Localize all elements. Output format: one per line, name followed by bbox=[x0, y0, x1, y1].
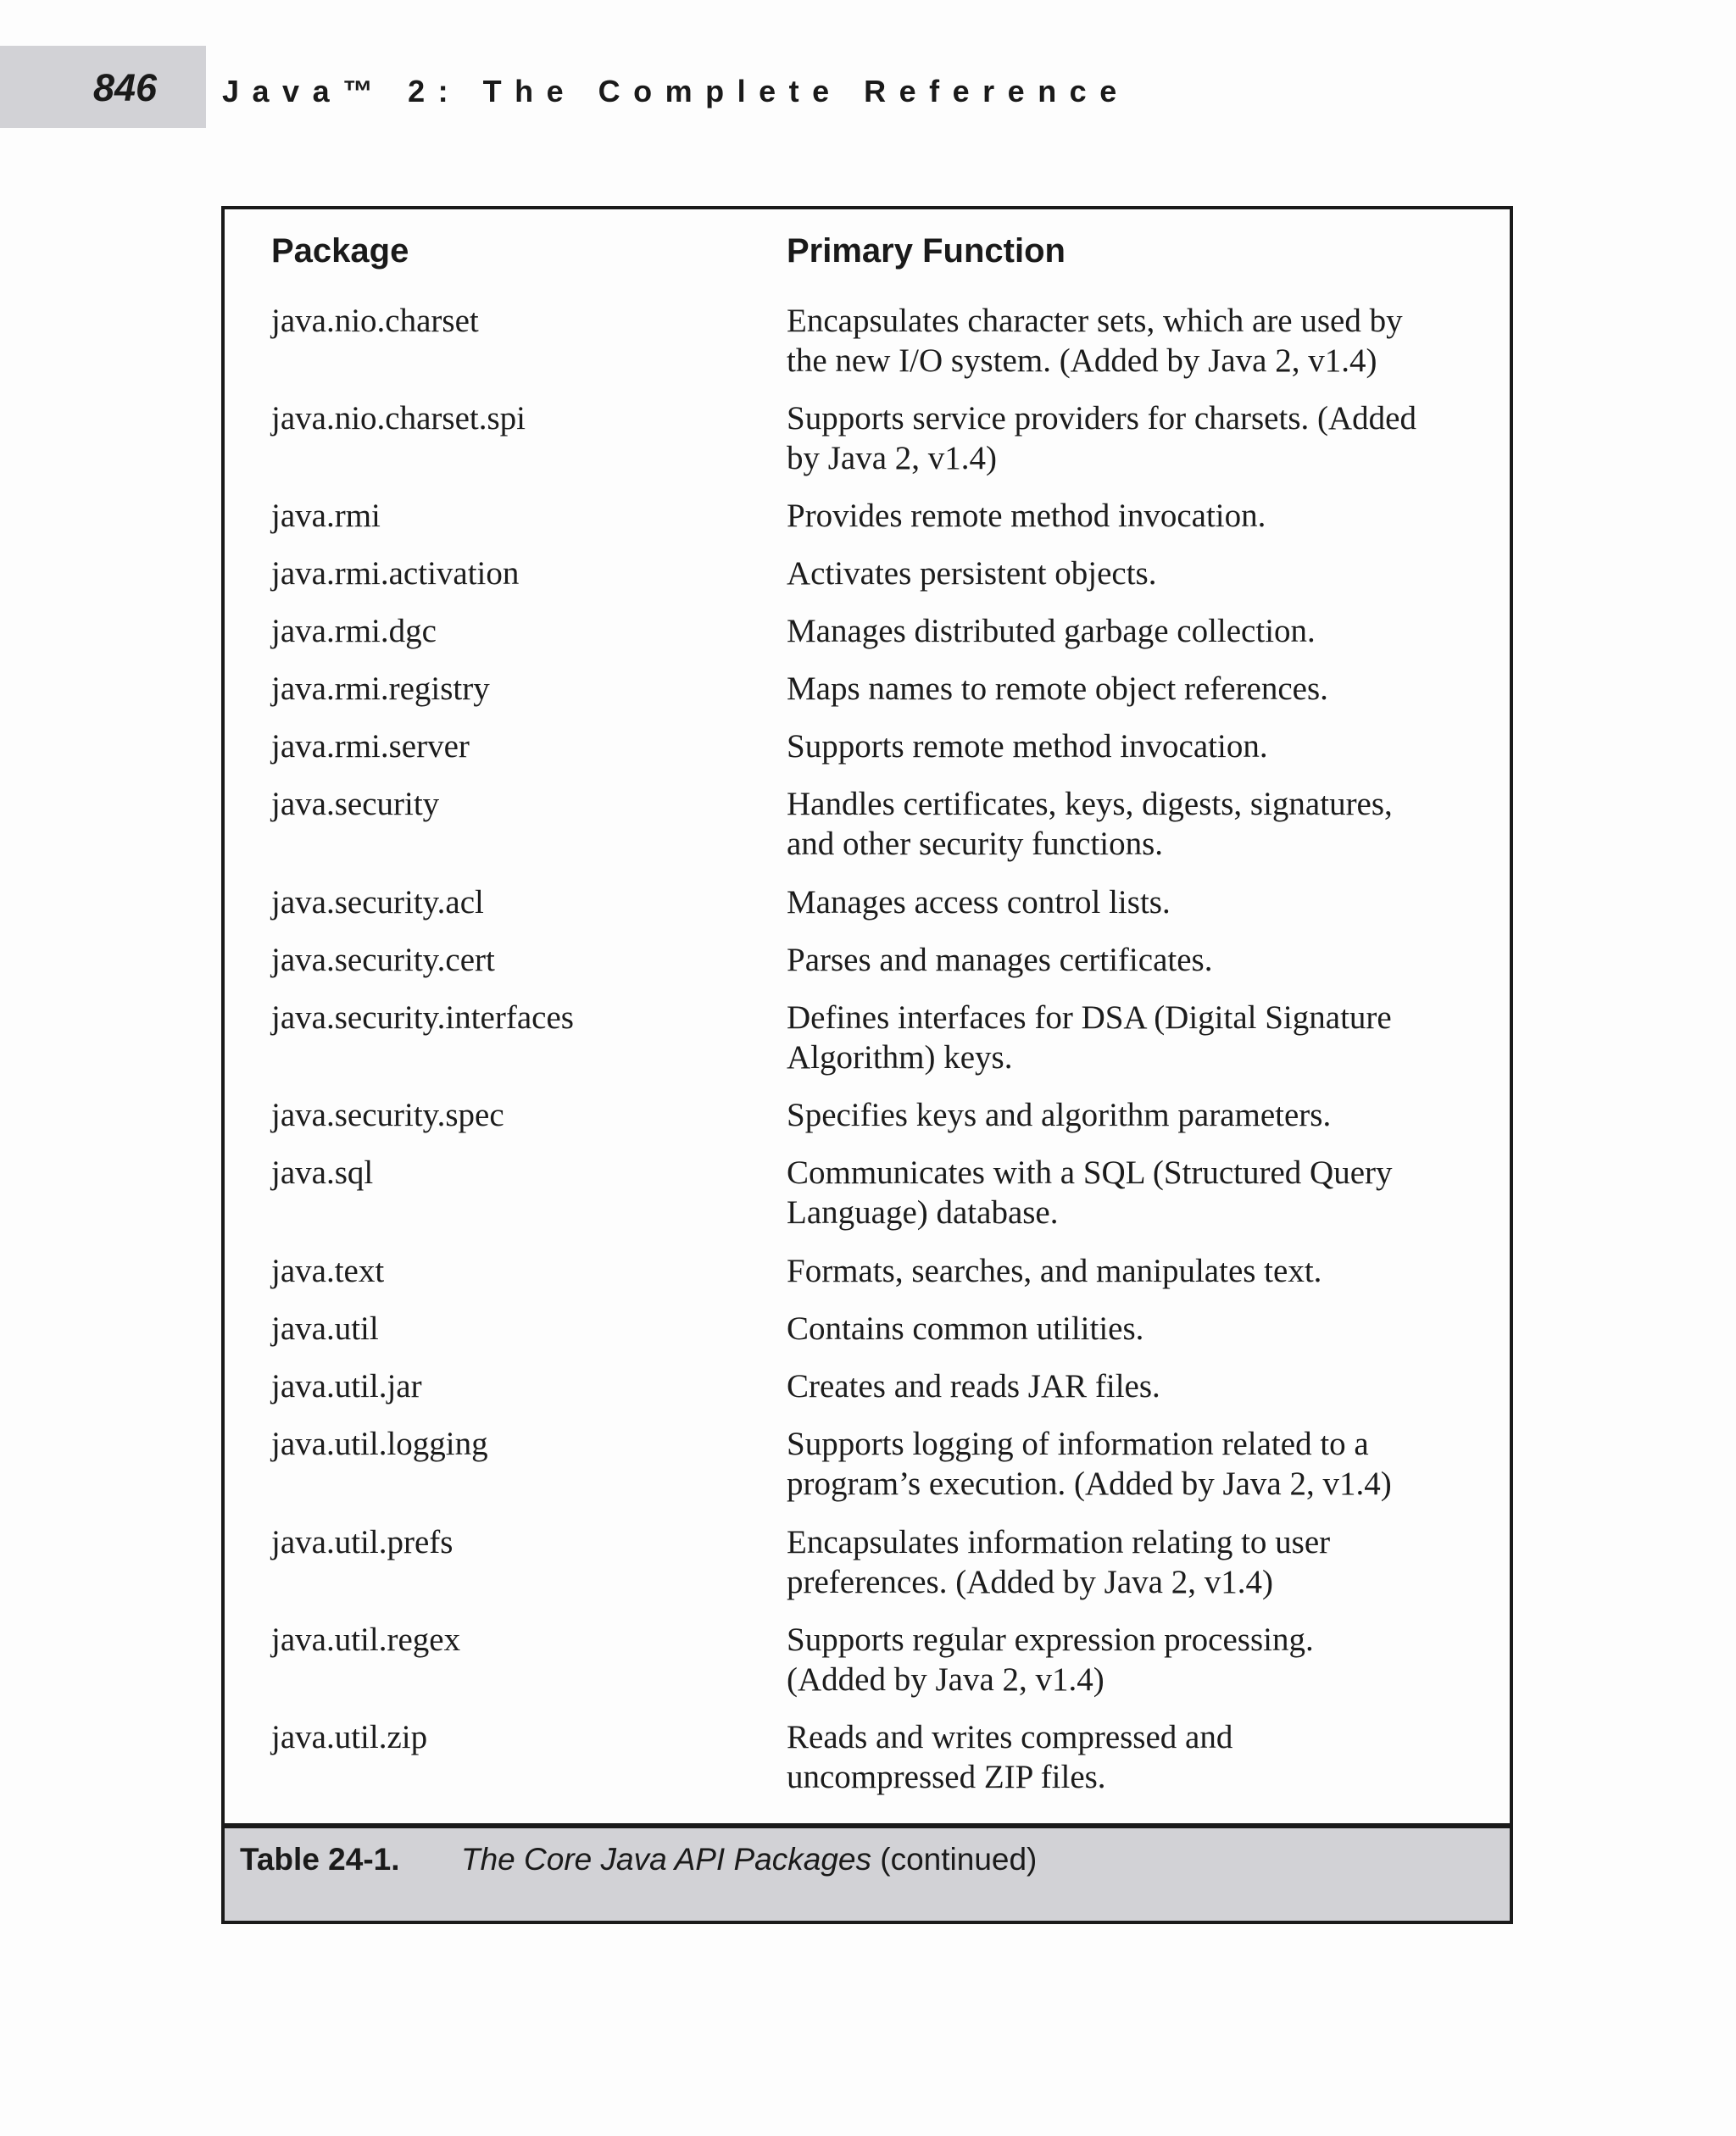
primary-function-line: Supports remote method invocation. bbox=[787, 728, 1268, 765]
package-name: java.util.regex bbox=[271, 1621, 461, 1658]
primary-function-line: uncompressed ZIP files. bbox=[787, 1759, 1106, 1795]
primary-function-line: preferences. (Added by Java 2, v1.4) bbox=[787, 1564, 1273, 1600]
primary-function bbox=[787, 882, 1490, 922]
package-name: java.nio.charset.spi bbox=[271, 400, 526, 437]
package-name: java.rmi.server bbox=[271, 728, 470, 765]
primary-function-line: program’s execution. (Added by Java 2, v1.4) bbox=[787, 1466, 1392, 1502]
primary-function-line: Supports service providers for charsets. (Added bbox=[787, 400, 1416, 437]
package-name: java.util bbox=[271, 1310, 379, 1347]
primary-function-line: by Java 2, v1.4) bbox=[787, 440, 998, 476]
primary-function-line: Creates and reads JAR files. bbox=[787, 1368, 1160, 1405]
package-name: java.rmi.registry bbox=[271, 670, 490, 707]
package-name: java.security bbox=[271, 786, 440, 822]
primary-function-line: (Added by Java 2, v1.4) bbox=[787, 1661, 1104, 1698]
primary-function bbox=[787, 1095, 1490, 1135]
primary-function-line: Formats, searches, and manipulates text. bbox=[787, 1253, 1322, 1289]
package-name: java.util.logging bbox=[271, 1426, 488, 1462]
package-name: java.rmi.activation bbox=[271, 555, 520, 592]
caption-title-text: The Core Java API Packages bbox=[461, 1842, 871, 1877]
package-name: java.security.interfaces bbox=[271, 999, 574, 1036]
primary-function-line: Handles certificates, keys, digests, signatures, bbox=[787, 786, 1393, 822]
caption-note: (continued) bbox=[880, 1842, 1038, 1877]
primary-function-line: Contains common utilities. bbox=[787, 1310, 1144, 1347]
running-head: Java™ 2: The Complete Reference bbox=[222, 74, 1130, 108]
package-name: java.security.cert bbox=[271, 942, 495, 978]
package-name: java.util.jar bbox=[271, 1368, 422, 1405]
caption-label: Table 24-1. bbox=[240, 1842, 400, 1877]
primary-function-line: Manages access control lists. bbox=[787, 884, 1171, 921]
primary-function-line: and other security functions. bbox=[787, 826, 1164, 862]
primary-function-line: Reads and writes compressed and bbox=[787, 1719, 1233, 1755]
package-name: java.rmi bbox=[271, 498, 381, 534]
primary-function-line: Manages distributed garbage collection. bbox=[787, 613, 1316, 649]
primary-function-line: Activates persistent objects. bbox=[787, 555, 1157, 592]
primary-function-line: Specifies keys and algorithm parameters. bbox=[787, 1097, 1332, 1133]
primary-function bbox=[787, 940, 1490, 980]
primary-function-line: Supports logging of information related to a bbox=[787, 1426, 1369, 1462]
primary-function bbox=[787, 1424, 1490, 1504]
primary-function-line: Defines interfaces for DSA (Digital Signature bbox=[787, 999, 1392, 1036]
primary-function bbox=[787, 998, 1490, 1077]
primary-function bbox=[787, 301, 1490, 381]
caption-title bbox=[461, 1840, 1037, 1879]
column-header-package: Package bbox=[271, 232, 409, 270]
primary-function bbox=[787, 1620, 1490, 1699]
primary-function-line: Maps names to remote object references. bbox=[787, 670, 1328, 707]
package-name: java.security.acl bbox=[271, 884, 484, 921]
primary-function bbox=[787, 784, 1490, 864]
primary-function-line: Provides remote method invocation. bbox=[787, 498, 1266, 534]
primary-function-line: the new I/O system. (Added by Java 2, v1.4) bbox=[787, 342, 1377, 379]
column-header-primary-function: Primary Function bbox=[787, 232, 1066, 270]
primary-function bbox=[787, 1153, 1490, 1232]
primary-function-line: Supports regular expression processing. bbox=[787, 1621, 1314, 1658]
primary-function bbox=[787, 553, 1490, 593]
primary-function bbox=[787, 1309, 1490, 1349]
primary-function bbox=[787, 669, 1490, 709]
package-name: java.nio.charset bbox=[271, 303, 479, 339]
primary-function-line: Language) database. bbox=[787, 1194, 1059, 1231]
primary-function bbox=[787, 1366, 1490, 1406]
primary-function bbox=[787, 1251, 1490, 1291]
primary-function-line: Encapsulates information relating to user bbox=[787, 1524, 1331, 1560]
package-name: java.security.spec bbox=[271, 1097, 504, 1133]
primary-function-line: Algorithm) keys. bbox=[787, 1039, 1013, 1076]
primary-function-line: Communicates with a SQL (Structured Query bbox=[787, 1154, 1393, 1191]
primary-function bbox=[787, 1717, 1490, 1797]
primary-function bbox=[787, 611, 1490, 651]
page-number: 846 bbox=[93, 66, 158, 109]
primary-function bbox=[787, 398, 1490, 478]
primary-function bbox=[787, 496, 1490, 536]
package-name: java.sql bbox=[271, 1154, 374, 1191]
package-name: java.util.zip bbox=[271, 1719, 428, 1755]
primary-function-line: Encapsulates character sets, which are used by bbox=[787, 303, 1403, 339]
package-name: java.text bbox=[271, 1253, 385, 1289]
primary-function bbox=[787, 1522, 1490, 1602]
primary-function bbox=[787, 726, 1490, 766]
package-name: java.util.prefs bbox=[271, 1524, 453, 1560]
primary-function-line: Parses and manages certificates. bbox=[787, 942, 1213, 978]
package-name: java.rmi.dgc bbox=[271, 613, 437, 649]
